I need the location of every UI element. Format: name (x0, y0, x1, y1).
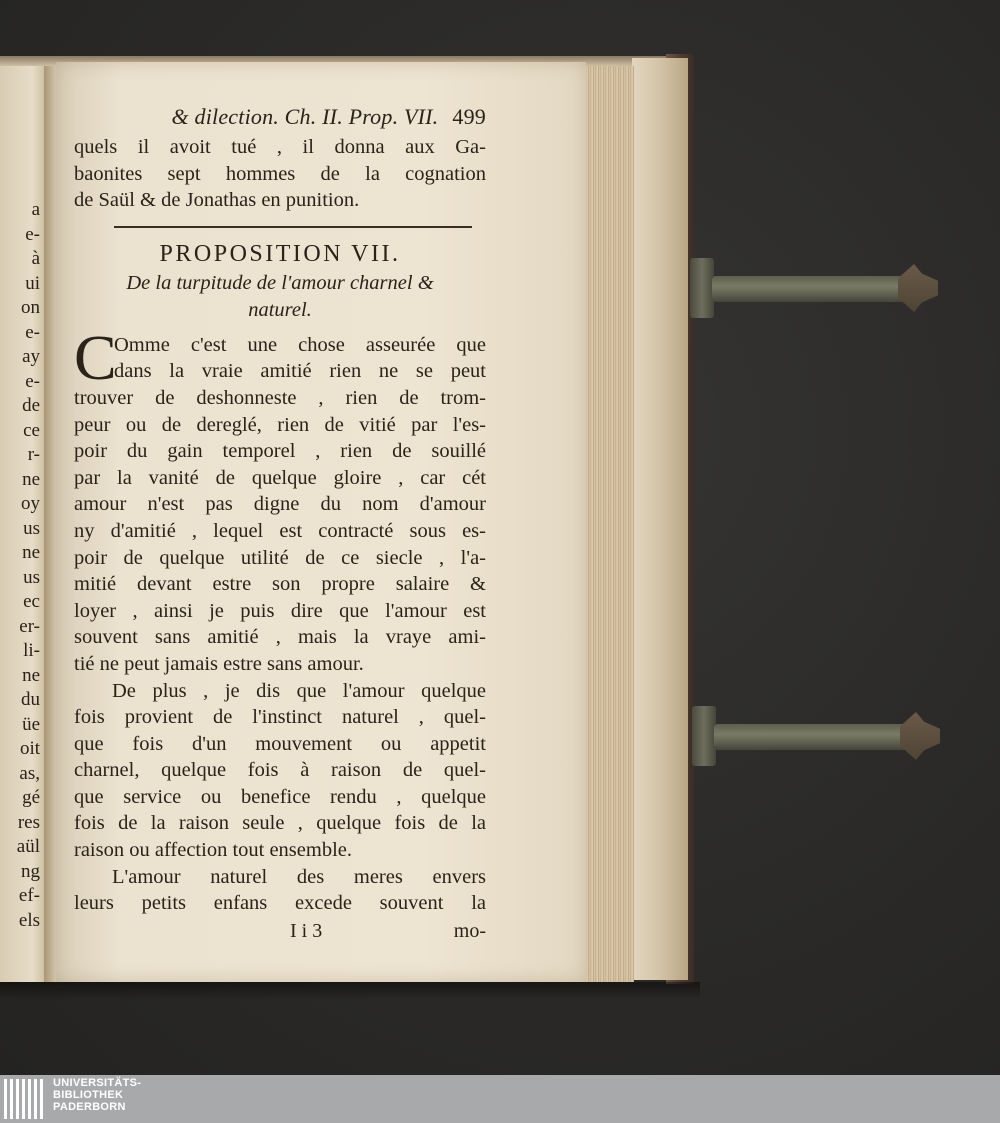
left-page-fragment: ay (22, 346, 40, 367)
left-page-fragment: ne (22, 542, 40, 563)
logo-bar (40, 1079, 43, 1119)
left-page-fragment: ng (21, 860, 40, 882)
library-name-line-3: PADERBORN (53, 1101, 126, 1113)
clasp-arm (712, 276, 912, 302)
left-page-fragment: r- (27, 444, 40, 465)
text-line: leurs petits enfans excede souvent la (74, 892, 486, 915)
logo-bar (16, 1079, 19, 1119)
text-line: baonites sept hommes de la cognation (74, 162, 486, 185)
text-line: fois provient de l'instinct naturel , quel- (74, 706, 486, 729)
text-line: De plus , je dis que l'amour quelque (112, 679, 486, 702)
text-line: L'amour naturel des meres envers (112, 865, 486, 888)
paragraph-1-lines (74, 321, 486, 678)
text-line: peur ou de dereglé, rien de vitié par l'es- (74, 413, 486, 436)
library-name-line-1: UNIVERSITÄTS- (53, 1077, 142, 1089)
left-page-fragment: e- (25, 321, 40, 343)
text-line: Omme c'est une chose asseurée que (114, 333, 486, 356)
page-footer-line (74, 920, 486, 950)
clasp-arm (714, 724, 914, 750)
text-line: tié ne peut jamais estre sans amour. (74, 652, 364, 675)
left-page-fragment: li- (23, 640, 40, 661)
book-back-board (632, 58, 688, 980)
signature-mark: I i 3 (290, 920, 323, 942)
library-logo-icon (4, 1079, 44, 1119)
library-name-line-2: BIBLIOTHEK (53, 1089, 124, 1101)
library-name (53, 1077, 141, 1113)
logo-bar (28, 1079, 31, 1119)
text-line: fois de la raison seule , quelque fois de la (74, 812, 486, 835)
text-line: de Saül & de Jonathas en punition. (74, 189, 360, 212)
page-edges (584, 66, 634, 982)
left-page-fragment: on (21, 297, 40, 318)
left-page-text-fragments (0, 198, 40, 933)
left-page-fragment: ec (23, 591, 40, 612)
logo-bar (22, 1079, 25, 1119)
clasp-plate (692, 706, 716, 766)
text-line: amour n'est pas digne du nom d'amour (74, 493, 486, 516)
left-page-fragment: à (31, 248, 40, 269)
left-page-fragment: ce (23, 419, 40, 441)
logo-bar (4, 1079, 7, 1119)
page-text-block (74, 104, 486, 917)
left-page-fragment: üe (22, 713, 40, 735)
left-page (0, 66, 48, 982)
left-page-fragment: ef- (18, 885, 40, 906)
left-page-fragment: res (17, 811, 40, 833)
text-line: raison ou affection tout ensemble. (74, 839, 353, 862)
proposition-heading: PROPOSITION VII. (159, 240, 401, 267)
page-number: 499 (452, 104, 486, 129)
proposition-subheading-1: De la turpitude de l'amour charnel & (126, 271, 434, 294)
catchword: mo- (453, 920, 486, 942)
text-line: charnel, quelque fois à raison de quel- (74, 759, 486, 782)
logo-bar (10, 1079, 13, 1119)
clasp-plate (690, 258, 714, 318)
text-line: que fois d'un mouvement ou appetit (74, 732, 486, 755)
left-page-fragment: els (18, 909, 40, 931)
proposition-subheading-2: naturel. (248, 298, 312, 321)
text-line: poir de quelque utilité de ce siecle , l'a- (74, 546, 486, 569)
left-page-fragment: du (21, 689, 40, 710)
library-footer-bar (0, 1075, 1000, 1123)
left-page-fragment: e- (25, 223, 40, 245)
paragraph-3 (74, 864, 486, 917)
left-page-fragment: e- (25, 370, 40, 392)
left-page-fragment: er- (19, 615, 40, 637)
left-page-fragment: gé (22, 787, 40, 808)
section-rule (114, 226, 472, 228)
paragraph-2 (74, 678, 486, 864)
drop-cap: C (74, 321, 117, 393)
running-head (74, 104, 486, 134)
left-page-fragment: us (23, 566, 40, 588)
left-page-fragment: as, (19, 762, 40, 784)
text-line: que service ou benefice rendu , quelque (74, 785, 486, 808)
running-head-title: & dilection. Ch. II. Prop. VII. (171, 104, 439, 129)
paragraph-1 (74, 321, 486, 678)
text-line: dans la vraie amitié rien ne se peut (114, 360, 486, 383)
text-line: ny d'amitié , lequel est contracté sous es- (74, 519, 486, 542)
left-page-fragment: oy (21, 493, 40, 514)
text-line: mitié devant estre son propre salaire & (74, 573, 486, 596)
text-line: trouver de deshonneste , rien de trom- (74, 386, 486, 409)
text-line: souvent sans amitié , mais la vraye ami- (74, 626, 486, 649)
left-page-fragment: aül (16, 836, 40, 857)
left-page-fragment: ui (25, 272, 40, 294)
left-page-fragment: a (31, 199, 40, 220)
text-line: loyer , ainsi je puis dire que l'amour est (74, 599, 486, 622)
left-page-fragment: ne (22, 664, 40, 686)
logo-bar (34, 1079, 37, 1119)
text-line: poir du gain temporel , rien de souillé (74, 440, 486, 463)
left-page-fragment: oit (19, 738, 40, 759)
text-line: quels il avoit tué , il donna aux Ga- (74, 136, 486, 158)
opening-lines (74, 134, 486, 214)
left-page-fragment: us (23, 517, 40, 539)
left-page-fragment: ne (22, 468, 40, 490)
left-page-fragment: de (22, 395, 40, 416)
text-line: par la vanité de quelque gloire , car cét (74, 466, 486, 489)
book-shadow (0, 982, 700, 1000)
